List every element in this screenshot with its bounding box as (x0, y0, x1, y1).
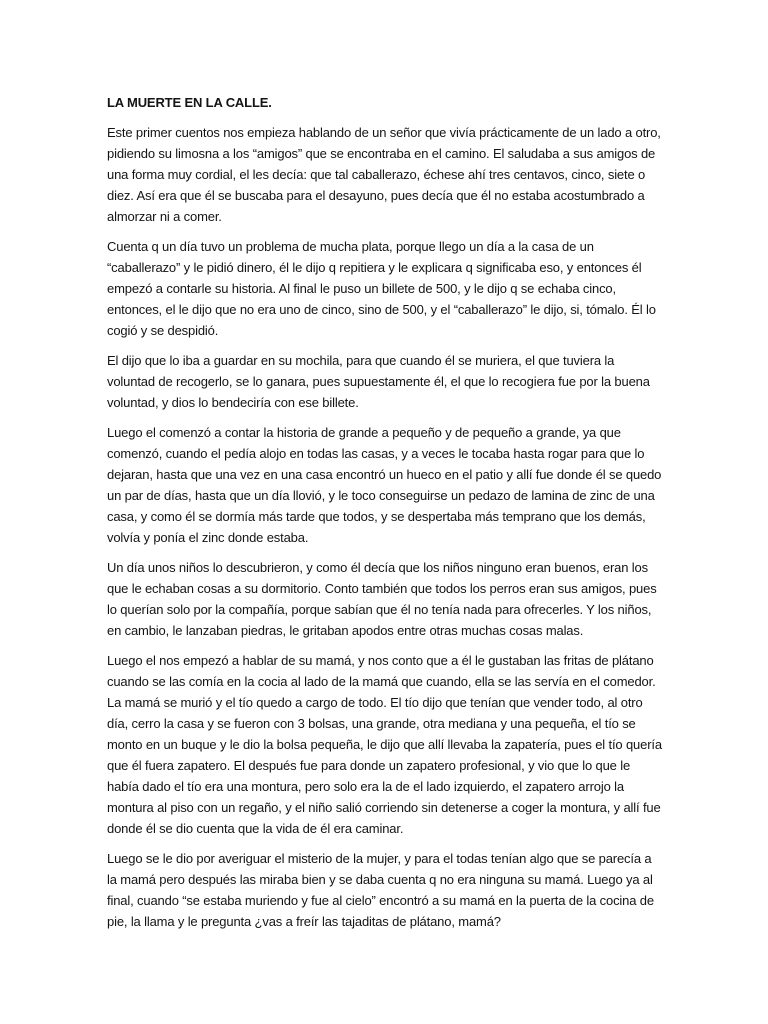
document-page (107, 92, 662, 941)
paragraph-3: El dijo que lo iba a guardar en su mochila, para que cuando él se muriera, el que tuviera la voluntad de recogerlo, se lo ganara, pues supuestamente él, el que lo recogiera fue por la buena voluntad, y dios lo bendeciría con ese billete. (107, 353, 650, 410)
paragraph-6: Luego el nos empezó a hablar de su mamá, y nos conto que a él le gustaban las fritas de plátano cuando se las comía en la cocia al lado de la mamá que cuando, ella se las servía en el comedor. La mamá se murió y el tío quedo a cargo de todo. El tío dijo que tenían que vender todo, al otro día, cerro la casa y se fueron con 3 bolsas, una grande, otra mediana y una pequeña, el tío se monto en un buque y le dio la bolsa pequeña, le dijo que allí llevaba la zapatería, pues el tío quería que él fuera zapatero. El después fue para donde un zapatero profesional, y vio que lo que le había dado el tío era una montura, pero solo era la de el lado izquierdo, el zapatero arrojo la montura al piso con un regaño, y el niño salió corriendo sin detenerse a coger la montura, y allí fue donde él se dio cuenta que la vida de él era caminar. (107, 653, 662, 836)
paragraph-2: Cuenta q un día tuvo un problema de mucha plata, porque llego un día a la casa de un “caballerazo” y le pidió dinero, él le dijo q repitiera y le explicara q significaba eso, y entonces él empezó a contarle su historia. Al final le puso un billete de 500, y le dijo q se echaba cinco, entonces, el le dijo que no era uno de cinco, sino de 500, y el “caballerazo” le dijo, si, tómalo. Él lo cogió y se despidió. (107, 239, 656, 338)
paragraph-5: Un día unos niños lo descubrieron, y como él decía que los niños ninguno eran buenos, eran los que le echaban cosas a su dormitorio. Conto también que todos los perros eran sus amigos, pues lo querían solo por la compañía, porque sabían que él no tenía nada para ofrecerles. Y los niños, en cambio, le lanzaban piedras, le gritaban apodos entre otras muchas cosas malas. (107, 560, 657, 638)
document-title: LA MUERTE EN LA CALLE. (107, 95, 272, 110)
paragraph-1: Este primer cuentos nos empieza hablando de un señor que vivía prácticamente de un lado a otro, pidiendo su limosna a los “amigos” que se encontraba en el camino. El saludaba a sus amigos de una forma muy cordial, el les decía: que tal caballerazo, échese ahí tres centavos, cinco, siete o diez. Así era que él se buscaba para el desayuno, pues decía que él no estaba acostumbrado a almorzar ni a comer. (107, 125, 661, 224)
paragraph-4: Luego el comenzó a contar la historia de grande a pequeño y de pequeño a grande, ya que comenzó, cuando el pedía alojo en todas las casas, y a veces le tocaba hasta rogar para que lo dejaran, hasta que una vez en una casa encontró un hueco en el patio y allí fue donde él se quedo un par de días, hasta que un día llovió, y le toco conseguirse un pedazo de lamina de zinc de una casa, y como él se dormía más tarde que todos, y se despertaba más temprano que los demás, volvía y ponía el zinc donde estaba. (107, 425, 662, 545)
paragraph-7: Luego se le dio por averiguar el misterio de la mujer, y para el todas tenían algo que se parecía a la mamá pero después las miraba bien y se daba cuenta q no era ninguna su mamá. Luego ya al final, cuando “se estaba muriendo y fue al cielo” encontró a su mamá en la puerta de la cocina de pie, la llama y le pregunta ¿vas a freír las tajaditas de plátano, mamá? (107, 851, 654, 929)
